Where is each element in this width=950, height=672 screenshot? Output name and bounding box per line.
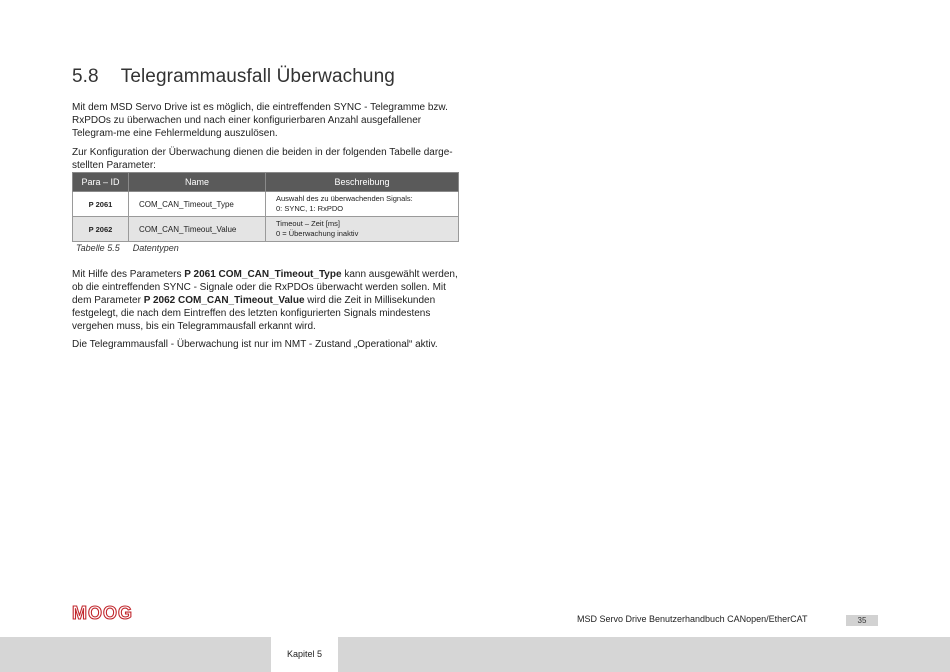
intro-paragraph: Mit dem MSD Servo Drive ist es möglich, die eintreffenden SYNC - Telegramme bzw. RxPDOs zu überwachen und nach einer konfigurierbaren Anzahl ausgefallener Telegram-me eine Fehlermeldung auszulösen. (72, 102, 448, 139)
cell-name: COM_CAN_Timeout_Value (129, 217, 266, 242)
section-title: Telegrammausfall Überwachung (120, 66, 395, 87)
description-line: Timeout – Zeit [ms] (276, 219, 340, 228)
cell-para-id: P 2061 (73, 192, 129, 217)
parameter-table (72, 172, 459, 242)
footer-manual-title: MSD Servo Drive Benutzerhandbuch CANopen/EtherCAT (577, 614, 808, 624)
section-heading (72, 66, 395, 88)
footer-bar (0, 637, 950, 672)
caption-label: Tabelle 5.5 (76, 243, 120, 253)
parameter-reference: P 2061 COM_CAN_Timeout_Type (184, 269, 342, 280)
cell-description (266, 217, 459, 242)
nmt-paragraph: Die Telegrammausfall - Überwachung ist nur im NMT - Zustand „Operational“ aktiv. (72, 339, 438, 350)
header-para-id: Para – ID (73, 173, 129, 192)
description-line: 0 = Überwachung inaktiv (276, 229, 359, 238)
header-name: Name (129, 173, 266, 192)
usage-text: kann ausgewählt werden, ob die eintreffenden SYNC - Signale oder die RxPDOs überwacht werden sollen. Mit dem Parameter (72, 269, 458, 306)
cell-name: COM_CAN_Timeout_Type (129, 192, 266, 217)
chapter-tab: Kapitel 5 (271, 637, 338, 672)
table-caption (76, 243, 179, 253)
section-number: 5.8 (72, 66, 99, 87)
cell-description (266, 192, 459, 217)
config-paragraph: Zur Konfiguration der Überwachung dienen die beiden in der folgenden Tabelle darge-stellten Parameter: (72, 147, 453, 171)
svg-text:MOOG: MOOG (72, 603, 133, 623)
usage-text: Mit Hilfe des Parameters (72, 269, 185, 280)
header-description: Beschreibung (266, 173, 459, 192)
cell-para-id: P 2062 (73, 217, 129, 242)
page-number: 35 (846, 615, 878, 626)
caption-text: Datentypen (132, 243, 179, 253)
usage-text: wird die Zeit in Millisekunden festgelegt, die nach dem Eintreffen des letzten konfigurierten Signals mindestens vergehen muss, bis ein Telegrammausfall erkannt wird. (72, 295, 436, 332)
description-line: 0: SYNC, 1: RxPDO (276, 204, 344, 213)
moog-logo-icon (72, 603, 154, 623)
table-row (73, 192, 459, 217)
moog-logo (72, 603, 154, 628)
table-header-row (73, 173, 459, 192)
table-row (73, 217, 459, 242)
parameter-reference: P 2062 COM_CAN_Timeout_Value (143, 295, 305, 306)
usage-paragraph (72, 268, 464, 333)
description-line: Auswahl des zu überwachenden Signals: (276, 194, 413, 203)
